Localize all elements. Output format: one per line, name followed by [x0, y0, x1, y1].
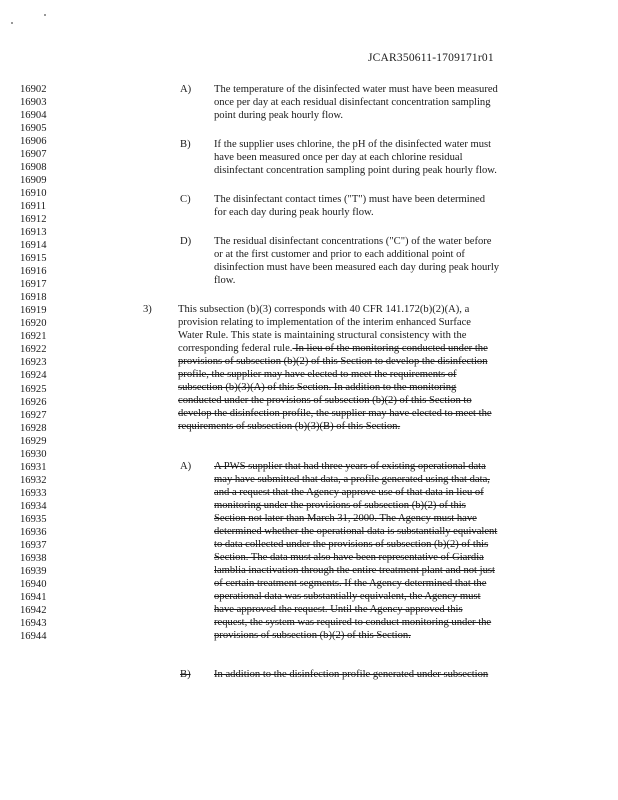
item-d-label: D) [180, 236, 192, 247]
scan-speck [11, 22, 13, 24]
line-number: 16917 [20, 279, 47, 291]
item-c-line: The disinfectant contact times ("T") must have been determined [214, 194, 486, 205]
line-number: 16939 [20, 565, 47, 577]
line-number: 16943 [20, 617, 47, 629]
scan-speck [44, 14, 46, 16]
item-b-label: B) [180, 139, 191, 150]
line-number: 16935 [20, 513, 47, 525]
item-3b-line: In addition to the disinfection profile generated under subsection [214, 669, 489, 680]
line-number: 16930 [20, 448, 47, 460]
line-number: 16934 [20, 500, 47, 512]
line-number: 16922 [20, 344, 47, 356]
line-number: 16929 [20, 435, 47, 447]
line-number: 16932 [20, 474, 47, 486]
item-3-line [178, 342, 488, 355]
item-d-line: flow. [214, 275, 236, 286]
item-3-line: Water Rule. This state is maintaining structural consistency with the [178, 330, 467, 341]
item-3a-struck-line: request, the system was required to conduct monitoring under the [214, 617, 492, 629]
item-3a-struck-line: of certain treatment segments. If the Agency determined that the [214, 578, 487, 590]
item-d-line: disinfection must have been measured each day during peak hourly [214, 262, 500, 273]
item-b-line: If the supplier uses chlorine, the pH of the disinfected water must [214, 139, 492, 150]
item-c-label: C) [180, 194, 191, 205]
line-number: 16938 [20, 552, 47, 564]
line-number: 16906 [20, 136, 47, 148]
line-number: 16911 [20, 201, 47, 213]
line-number: 16909 [20, 175, 47, 187]
item-a-line: point during peak hourly flow. [214, 110, 344, 121]
item-3-line: provision relating to implementation of the interim enhanced Surface [178, 317, 472, 328]
item-b-line: disinfectant concentration sampling point during peak hourly flow. [214, 165, 497, 176]
item-3a-struck-line: operational data was substantially equivalent, the Agency must [214, 591, 481, 603]
item-3-struck-line: subsection (b)(3)(A) of this Section. In addition to the monitoring [178, 382, 457, 393]
line-number: 16921 [20, 331, 47, 343]
line-number: 16931 [20, 461, 47, 473]
line-number: 16924 [20, 370, 47, 382]
item-3a-struck-line: have approved the request. Until the Agency approved this [214, 604, 463, 616]
item-3-struck-line: profile, the supplier may have elected to meet the requirements of [178, 369, 457, 380]
item-3a-struck-line: provisions of subsection (b)(2) of this Section. [214, 630, 411, 642]
item-3a-struck-line: lamblia inactivation through the entire treatment plant and not just [214, 565, 495, 577]
line-number: 16942 [20, 604, 47, 616]
item-3a-struck-line: to data collected under the provisions of subsection (b)(2) of this [214, 539, 489, 551]
line-number: 16940 [20, 578, 47, 590]
item-3a-struck-line: monitoring under the provisions of subsection (b)(2) of this [214, 500, 466, 512]
item-d-line: The residual disinfectant concentrations ("C") of the water before [214, 236, 492, 247]
item-3-struck-text: In lieu of the monitoring conducted under the [292, 343, 488, 354]
item-3a-label: A) [180, 461, 192, 472]
line-number: 16903 [20, 97, 47, 108]
line-number: 16941 [20, 591, 47, 603]
item-3-plain-text: corresponding federal rule. [178, 343, 293, 354]
item-a-line: once per day at each residual disinfectant concentration sampling [214, 97, 491, 108]
line-number: 16912 [20, 214, 47, 226]
line-number: 16927 [20, 409, 47, 421]
item-3-struck-line: develop the disinfection profile, the supplier may have elected to meet the [178, 408, 492, 419]
line-number: 16905 [20, 123, 47, 135]
item-a-label: A) [180, 84, 192, 95]
line-number: 16902 [20, 84, 47, 95]
line-number: 16937 [20, 539, 47, 551]
item-a-line: The temperature of the disinfected water must have been measured [214, 84, 498, 95]
line-number: 16919 [20, 305, 47, 317]
item-3a-struck-line: A PWS supplier that had three years of existing operational data [214, 461, 486, 472]
line-number: 16936 [20, 526, 47, 538]
line-number: 16915 [20, 253, 47, 265]
item-d-line: or at the first customer and prior to each additional point of [214, 249, 465, 260]
item-3b-label: B) [180, 669, 191, 680]
line-number: 16916 [20, 266, 47, 278]
line-number: 16910 [20, 188, 47, 200]
line-number: 16928 [20, 422, 47, 434]
line-number: 16944 [20, 630, 47, 642]
line-number: 16933 [20, 487, 47, 499]
document-id: JCAR350611-1709171r01 [368, 52, 494, 64]
item-3a-struck-line: determined whether the operational data is substantially equivalent [214, 526, 498, 538]
line-number: 16918 [20, 292, 47, 304]
item-3-label: 3) [143, 304, 152, 315]
item-3a-struck-line: Section. The data must also have been representative of Giardia [214, 552, 484, 564]
line-number: 16913 [20, 227, 47, 239]
item-b-line: have been measured once per day at each chlorine residual [214, 152, 463, 163]
line-number: 16907 [20, 149, 47, 161]
item-3-struck-line: conducted under the provisions of subsection (b)(2) of this Section to [178, 395, 472, 406]
item-3a-struck-line: may have submitted that data, a profile generated using that data, [214, 474, 490, 485]
item-3-line: This subsection (b)(3) corresponds with 40 CFR 141.172(b)(2)(A), a [178, 304, 470, 315]
line-number: 16925 [20, 383, 47, 395]
item-3a-struck-line: and a request that the Agency approve use of that data in lieu of [214, 487, 484, 498]
item-3a-struck-line: Section not later than March 31, 2000. The Agency must have [214, 513, 477, 525]
line-number: 16923 [20, 357, 47, 369]
line-number: 16904 [20, 110, 47, 121]
item-3-struck-line: provisions of subsection (b)(2) of this Section to develop the disinfection [178, 356, 488, 367]
item-3-struck-line: requirements of subsection (b)(3)(B) of this Section. [178, 421, 401, 432]
item-c-line: for each day during peak hourly flow. [214, 207, 374, 218]
line-number: 16926 [20, 396, 47, 408]
line-number: 16908 [20, 162, 47, 174]
line-number: 16920 [20, 318, 47, 330]
line-number: 16914 [20, 240, 47, 252]
